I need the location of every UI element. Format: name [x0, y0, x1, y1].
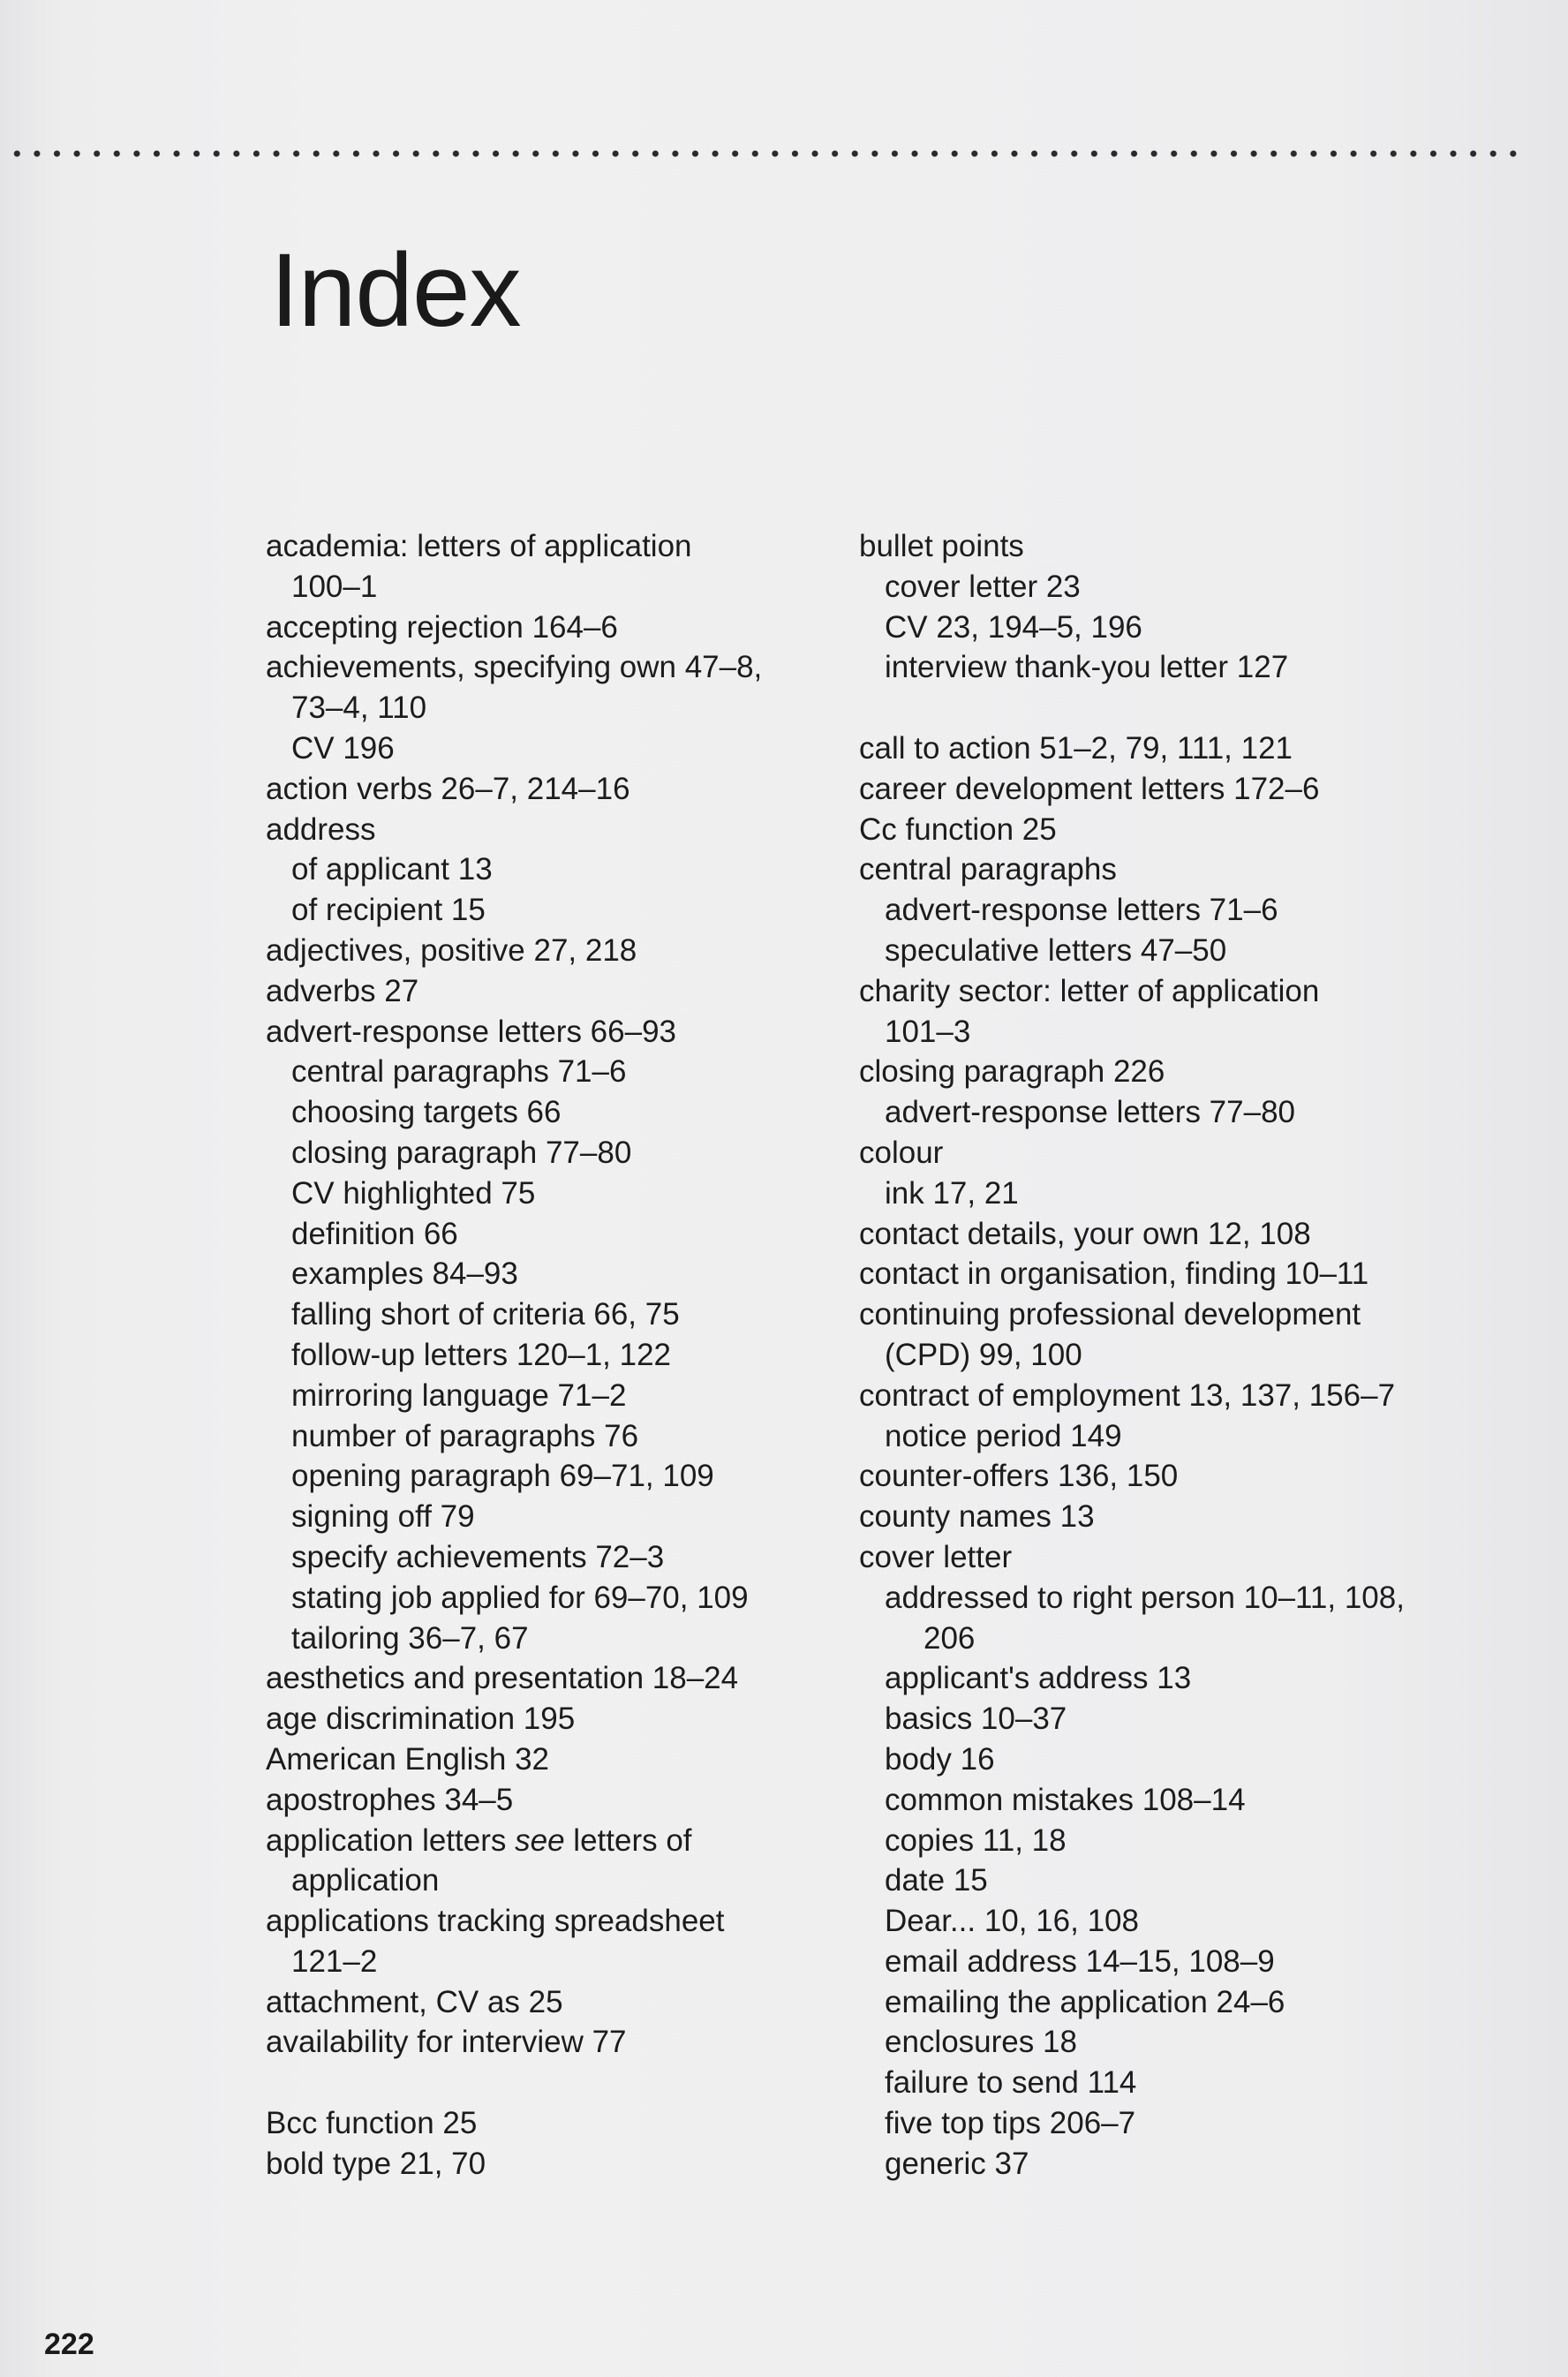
- index-subentry: [266, 1092, 831, 1133]
- index-entry: [859, 1335, 1424, 1376]
- index-entry: [266, 1860, 831, 1901]
- entry-text: bullet points: [859, 529, 1024, 563]
- index-entry: [859, 728, 1424, 769]
- entry-text: central paragraphs: [859, 852, 1117, 887]
- entry-text: aesthetics and presentation 18–24: [266, 1661, 739, 1696]
- entry-text: opening paragraph 69–71, 109: [291, 1459, 714, 1494]
- index-entry: [266, 1821, 831, 1861]
- index-entry: [859, 1619, 1424, 1659]
- index-entry: [859, 1052, 1424, 1092]
- entry-text: Cc function 25: [859, 811, 1057, 847]
- index-subentry: [859, 1901, 1424, 1942]
- entry-text: specify achievements 72–3: [291, 1539, 665, 1574]
- entry-text: number of paragraphs 76: [291, 1418, 639, 1453]
- entry-text: contract of employment 13, 137, 156–7: [859, 1377, 1396, 1413]
- index-subentry: [266, 1173, 831, 1214]
- entry-text: colour: [859, 1135, 944, 1170]
- see-reference: see: [515, 1822, 565, 1858]
- entry-text: advert-response letters 66–93: [266, 1014, 676, 1049]
- index-subentry: [859, 1658, 1424, 1699]
- index-entry: [266, 2103, 831, 2144]
- index-subentry: [859, 1173, 1424, 1214]
- entry-text: American English 32: [266, 1741, 549, 1777]
- entry-text: 101–3: [885, 1014, 971, 1049]
- index-subentry: [859, 2103, 1424, 2144]
- entry-text: age discrimination 195: [266, 1702, 576, 1737]
- index-subentry: [266, 890, 831, 931]
- index-column-right: [859, 526, 1424, 2185]
- entry-text: failure to send 114: [885, 2065, 1137, 2101]
- entry-text: interview thank-you letter 127: [885, 650, 1289, 685]
- index-entry: [266, 1699, 831, 1739]
- entry-text: closing paragraph 226: [859, 1054, 1165, 1090]
- entry-text: Dear... 10, 16, 108: [885, 1904, 1139, 1939]
- entry-text: advert-response letters 71–6: [885, 893, 1278, 928]
- entry-text: charity sector: letter of application: [859, 973, 1320, 1008]
- entry-text: generic 37: [885, 2146, 1029, 2181]
- index-subentry: [859, 1092, 1424, 1133]
- index-entry: [859, 769, 1424, 810]
- index-entry: [859, 526, 1424, 567]
- index-subentry: [859, 1982, 1424, 2023]
- index-subentry: [266, 1456, 831, 1497]
- index-subentry: [859, 1416, 1424, 1457]
- dotted-rule: [7, 148, 1526, 159]
- index-subentry: [859, 1578, 1424, 1619]
- index-entry: [266, 567, 831, 607]
- entry-text: stating job applied for 69–70, 109: [291, 1580, 749, 1615]
- entry-text: mirroring language 71–2: [291, 1377, 627, 1413]
- index-subentry: [266, 1052, 831, 1092]
- index-entry: [266, 1012, 831, 1053]
- index-entry: [859, 1133, 1424, 1173]
- index-entry: [266, 1780, 831, 1821]
- index-entry: [859, 1376, 1424, 1416]
- index-entry: [859, 1537, 1424, 1578]
- index-entry: [266, 1901, 831, 1942]
- entry-text: contact details, your own 12, 108: [859, 1216, 1311, 1251]
- entry-text: signing off 79: [291, 1499, 475, 1535]
- page-title: Index: [270, 232, 521, 349]
- index-entry: [266, 971, 831, 1012]
- index-subentry: [859, 1699, 1424, 1739]
- entry-text: 121–2: [291, 1943, 378, 1979]
- index-subentry: [266, 1254, 831, 1294]
- index-entry: [859, 810, 1424, 850]
- entry-text: notice period 149: [885, 1418, 1122, 1453]
- index-column-left: [266, 526, 831, 2185]
- index-entry: [266, 526, 831, 567]
- entry-text: follow-up letters 120–1, 122: [291, 1337, 671, 1372]
- entry-text: of applicant 13: [291, 852, 493, 887]
- index-subentry: [859, 931, 1424, 971]
- entry-text: advert-response letters 77–80: [885, 1095, 1295, 1130]
- entry-text: application: [291, 1863, 440, 1898]
- entry-text: tailoring 36–7, 67: [291, 1620, 529, 1656]
- entry-text: county names 13: [859, 1499, 1095, 1535]
- entry-text: basics 10–37: [885, 1702, 1067, 1737]
- entry-text: adjectives, positive 27, 218: [266, 932, 637, 968]
- entry-text: achievements, specifying own 47–8,: [266, 650, 763, 685]
- page-number: 222: [44, 2328, 94, 2361]
- entry-spacer: [859, 688, 1424, 728]
- entry-text: central paragraphs 71–6: [291, 1054, 627, 1090]
- entry-text: 73–4, 110: [291, 690, 427, 726]
- entry-text: examples 84–93: [291, 1256, 518, 1292]
- entry-text: emailing the application 24–6: [885, 1984, 1285, 2019]
- index-subentry: [266, 1537, 831, 1578]
- index-subentry: [859, 2063, 1424, 2103]
- entry-text: email address 14–15, 108–9: [885, 1943, 1275, 1979]
- index-entry: [266, 688, 831, 728]
- index-entry: [266, 1982, 831, 2023]
- entry-text: cover letter 23: [885, 569, 1081, 604]
- entry-text: applicant's address 13: [885, 1661, 1192, 1696]
- entry-text: academia: letters of application: [266, 529, 692, 563]
- entry-text: falling short of criteria 66, 75: [291, 1297, 680, 1332]
- entry-text: cover letter: [859, 1539, 1013, 1574]
- index-entry: [266, 1658, 831, 1699]
- entry-text: contact in organisation, finding 10–11: [859, 1256, 1369, 1292]
- index-subentry: [266, 1376, 831, 1416]
- index-subentry: [266, 1133, 831, 1173]
- entry-text: CV highlighted 75: [291, 1175, 536, 1211]
- index-entry: [859, 849, 1424, 890]
- entry-text: enclosures 18: [885, 2025, 1077, 2060]
- entry-text: bold type 21, 70: [266, 2146, 486, 2181]
- index-entry: [266, 931, 831, 971]
- index-subentry: [266, 728, 831, 769]
- index-subentry: [859, 1739, 1424, 1780]
- entry-text: continuing professional development: [859, 1297, 1361, 1332]
- index-entry: [266, 1739, 831, 1780]
- entry-text: application letters: [266, 1822, 507, 1858]
- entry-text: CV 23, 194–5, 196: [885, 609, 1142, 645]
- index-entry: [266, 2144, 831, 2185]
- entry-text: definition 66: [291, 1216, 458, 1251]
- entry-text: call to action 51–2, 79, 111, 121: [859, 730, 1293, 766]
- entry-text: attachment, CV as 25: [266, 1984, 563, 2019]
- index-entry: [859, 1456, 1424, 1497]
- index-entry: [266, 2022, 831, 2063]
- entry-text: apostrophes 34–5: [266, 1782, 514, 1817]
- index-entry: [859, 1214, 1424, 1255]
- entry-text: of recipient 15: [291, 893, 486, 928]
- index-subentry: [266, 1335, 831, 1376]
- index-subentry: [859, 1780, 1424, 1821]
- entry-text: common mistakes 108–14: [885, 1782, 1246, 1817]
- entry-text: 206: [923, 1620, 976, 1656]
- index-entry: [859, 1012, 1424, 1053]
- index-subentry: [859, 1942, 1424, 1982]
- index-entry: [859, 1294, 1424, 1335]
- entry-spacer: [266, 2063, 831, 2103]
- index-entry: [859, 971, 1424, 1012]
- index-subentry: [266, 1497, 831, 1537]
- entry-text: body 16: [885, 1741, 995, 1777]
- entry-text: addressed to right person 10–11, 108,: [885, 1580, 1405, 1615]
- entry-text: copies 11, 18: [885, 1822, 1067, 1858]
- entry-text: availability for interview 77: [266, 2025, 627, 2060]
- index-subentry: [859, 607, 1424, 648]
- index-entry: [859, 1254, 1424, 1294]
- entry-text: speculative letters 47–50: [885, 932, 1227, 968]
- index-entry: [266, 769, 831, 810]
- entry-text: adverbs 27: [266, 973, 419, 1008]
- entry-text: counter-offers 136, 150: [859, 1459, 1179, 1494]
- index-subentry: [859, 2144, 1424, 2185]
- index-subentry: [266, 1416, 831, 1457]
- index-subentry: [859, 1860, 1424, 1901]
- entry-text: address: [266, 811, 376, 847]
- index-entry: [266, 1942, 831, 1982]
- entry-text: CV 196: [291, 730, 395, 766]
- entry-text: (CPD) 99, 100: [885, 1337, 1082, 1372]
- index-subentry: [859, 2022, 1424, 2063]
- entry-text: Bcc function 25: [266, 2106, 478, 2141]
- entry-text: career development letters 172–6: [859, 771, 1320, 806]
- index-subentry: [266, 1294, 831, 1335]
- index-entry: [266, 607, 831, 648]
- index-entry: [859, 1497, 1424, 1537]
- index-subentry: [859, 647, 1424, 688]
- index-entry: [266, 647, 831, 688]
- entry-text: choosing targets 66: [291, 1095, 562, 1130]
- index-subentry: [266, 1214, 831, 1255]
- entry-text: 100–1: [291, 569, 378, 604]
- entry-text: five top tips 206–7: [885, 2106, 1136, 2141]
- index-subentry: [859, 890, 1424, 931]
- entry-text: ink 17, 21: [885, 1175, 1019, 1211]
- entry-text: accepting rejection 164–6: [266, 609, 618, 645]
- index-subentry: [859, 567, 1424, 607]
- entry-text: action verbs 26–7, 214–16: [266, 771, 630, 806]
- entry-text: applications tracking spreadsheet: [266, 1904, 725, 1939]
- index-subentry: [266, 1619, 831, 1659]
- entry-text: closing paragraph 77–80: [291, 1135, 632, 1170]
- see-target: letters of: [573, 1822, 692, 1858]
- index-subentry: [859, 1821, 1424, 1861]
- entry-text: date 15: [885, 1863, 988, 1898]
- index-subentry: [266, 849, 831, 890]
- index-entry: [266, 810, 831, 850]
- index-subentry: [266, 1578, 831, 1619]
